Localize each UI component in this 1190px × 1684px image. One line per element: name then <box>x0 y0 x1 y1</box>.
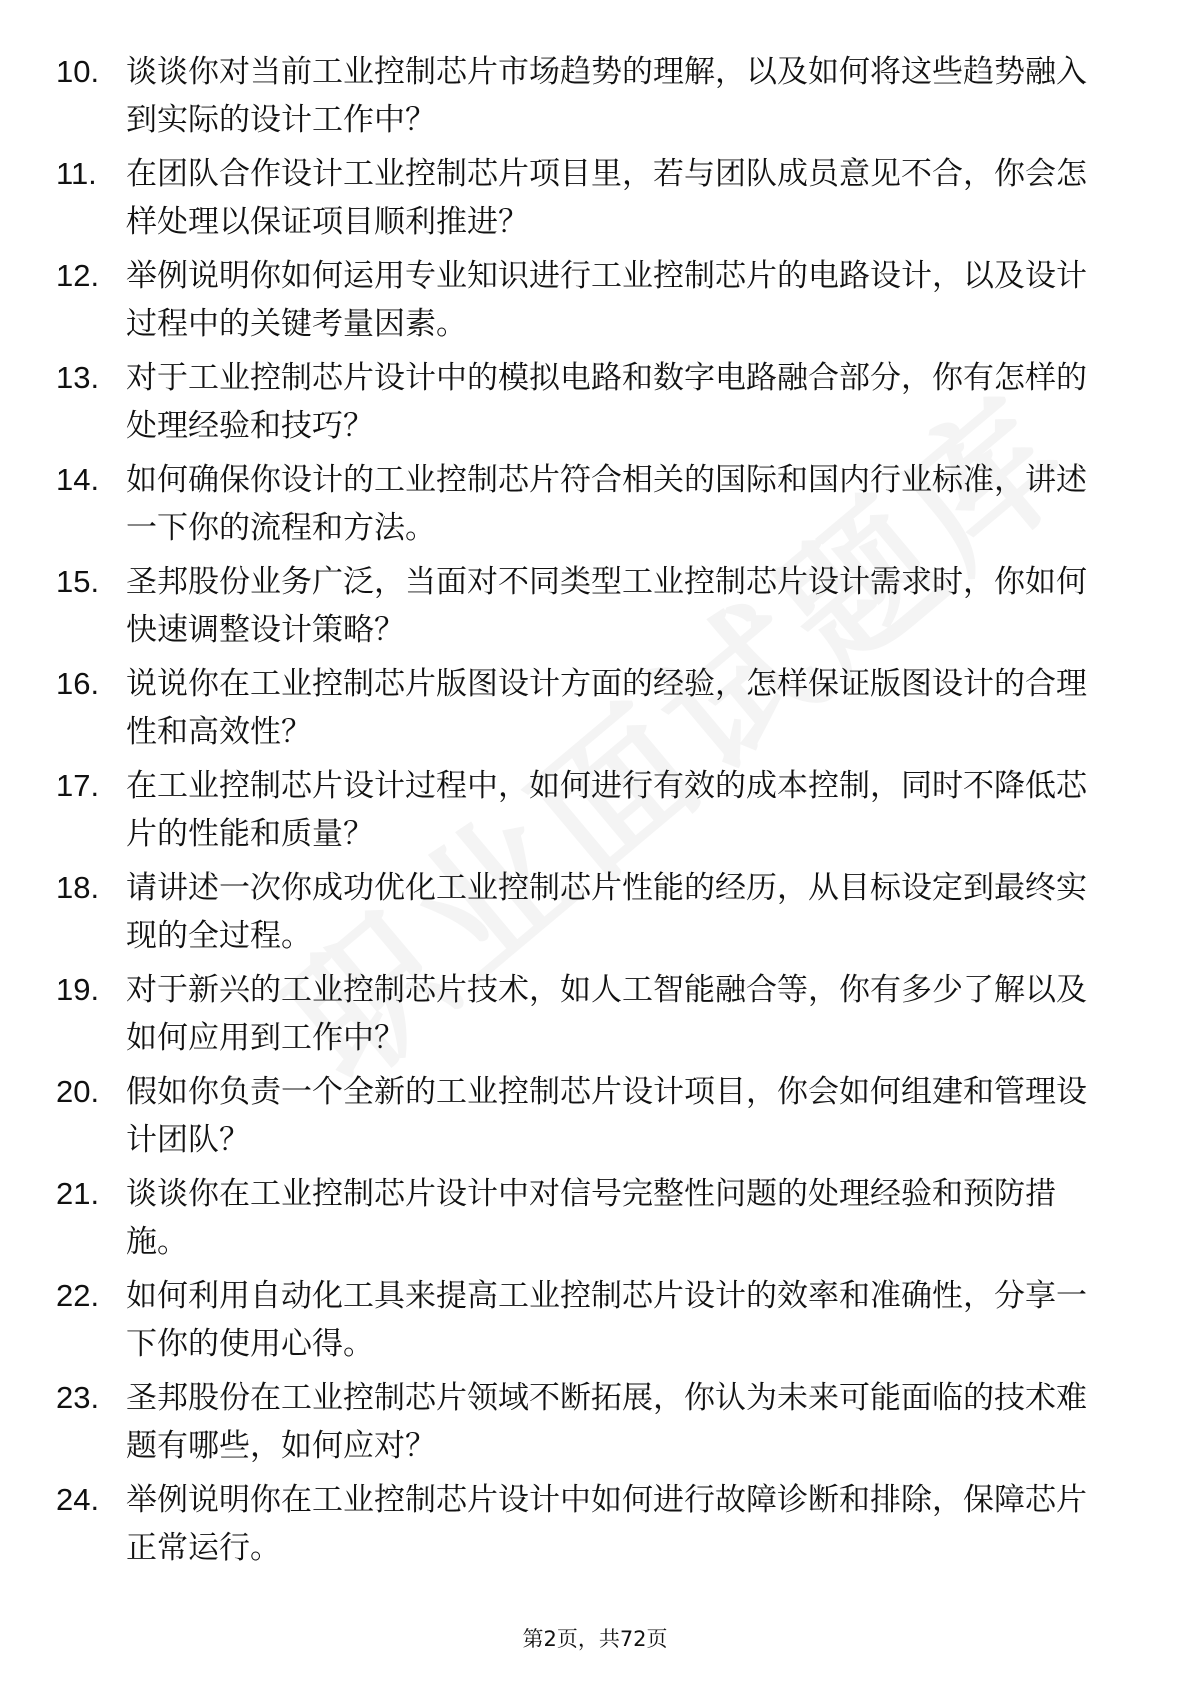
question-text: 请讲述一次你成功优化工业控制芯片性能的经历，从目标设定到最终实现的全过程。 <box>126 870 1087 954</box>
question-item <box>56 1272 1116 1374</box>
question-number: 20. <box>56 1074 100 1109</box>
question-item <box>56 1170 1116 1272</box>
question-number: 10. <box>56 54 100 89</box>
question-text: 圣邦股份业务广泛，当面对不同类型工业控制芯片设计需求时，你如何快速调整设计策略？ <box>126 564 1087 648</box>
question-text: 对于新兴的工业控制芯片技术，如人工智能融合等，你有多少了解以及如何应用到工作中？ <box>126 972 1087 1056</box>
question-item <box>56 966 1116 1068</box>
question-number: 18. <box>56 870 100 905</box>
question-text: 在团队合作设计工业控制芯片项目里，若与团队成员意见不合，你会怎样处理以保证项目顺利推进？ <box>126 156 1087 240</box>
question-text: 圣邦股份在工业控制芯片领域不断拓展，你认为未来可能面临的技术难题有哪些，如何应对？ <box>126 1380 1087 1464</box>
question-text: 举例说明你在工业控制芯片设计中如何进行故障诊断和排除，保障芯片正常运行。 <box>126 1482 1087 1566</box>
question-number: 23. <box>56 1380 100 1415</box>
question-number: 15. <box>56 564 100 599</box>
question-text: 在工业控制芯片设计过程中，如何进行有效的成本控制，同时不降低芯片的性能和质量？ <box>126 768 1087 852</box>
question-item <box>56 1068 1116 1170</box>
question-item <box>56 1476 1116 1578</box>
question-text: 对于工业控制芯片设计中的模拟电路和数字电路融合部分，你有怎样的处理经验和技巧？ <box>126 360 1087 444</box>
question-item <box>56 150 1116 252</box>
question-item <box>56 660 1116 762</box>
question-number: 11. <box>56 156 97 191</box>
question-item <box>56 864 1116 966</box>
question-number: 13. <box>56 360 100 395</box>
question-text: 假如你负责一个全新的工业控制芯片设计项目，你会如何组建和管理设计团队？ <box>126 1074 1087 1158</box>
question-number: 19. <box>56 972 100 1007</box>
question-item <box>56 456 1116 558</box>
question-text: 谈谈你对当前工业控制芯片市场趋势的理解，以及如何将这些趋势融入到实际的设计工作中？ <box>126 54 1087 138</box>
question-text: 如何确保你设计的工业控制芯片符合相关的国际和国内行业标准，讲述一下你的流程和方法。 <box>126 462 1087 546</box>
question-text: 如何利用自动化工具来提高工业控制芯片设计的效率和准确性，分享一下你的使用心得。 <box>126 1278 1087 1362</box>
question-item <box>56 354 1116 456</box>
question-number: 21. <box>56 1176 100 1211</box>
question-text: 谈谈你在工业控制芯片设计中对信号完整性问题的处理经验和预防措施。 <box>126 1176 1056 1260</box>
question-item <box>56 1374 1116 1476</box>
question-number: 17. <box>56 768 100 803</box>
question-number: 16. <box>56 666 100 701</box>
question-number: 12. <box>56 258 100 293</box>
question-number: 22. <box>56 1278 100 1313</box>
question-item <box>56 48 1116 150</box>
question-item <box>56 762 1116 864</box>
question-number: 14. <box>56 462 100 497</box>
question-text: 举例说明你如何运用专业知识进行工业控制芯片的电路设计，以及设计过程中的关键考量因素。 <box>126 258 1087 342</box>
question-item <box>56 558 1116 660</box>
question-list <box>56 48 1116 1578</box>
question-number: 24. <box>56 1482 100 1517</box>
question-item <box>56 252 1116 354</box>
question-text: 说说你在工业控制芯片版图设计方面的经验，怎样保证版图设计的合理性和高效性？ <box>126 666 1087 750</box>
page-footer: 第2页，共72页 <box>522 1627 668 1651</box>
